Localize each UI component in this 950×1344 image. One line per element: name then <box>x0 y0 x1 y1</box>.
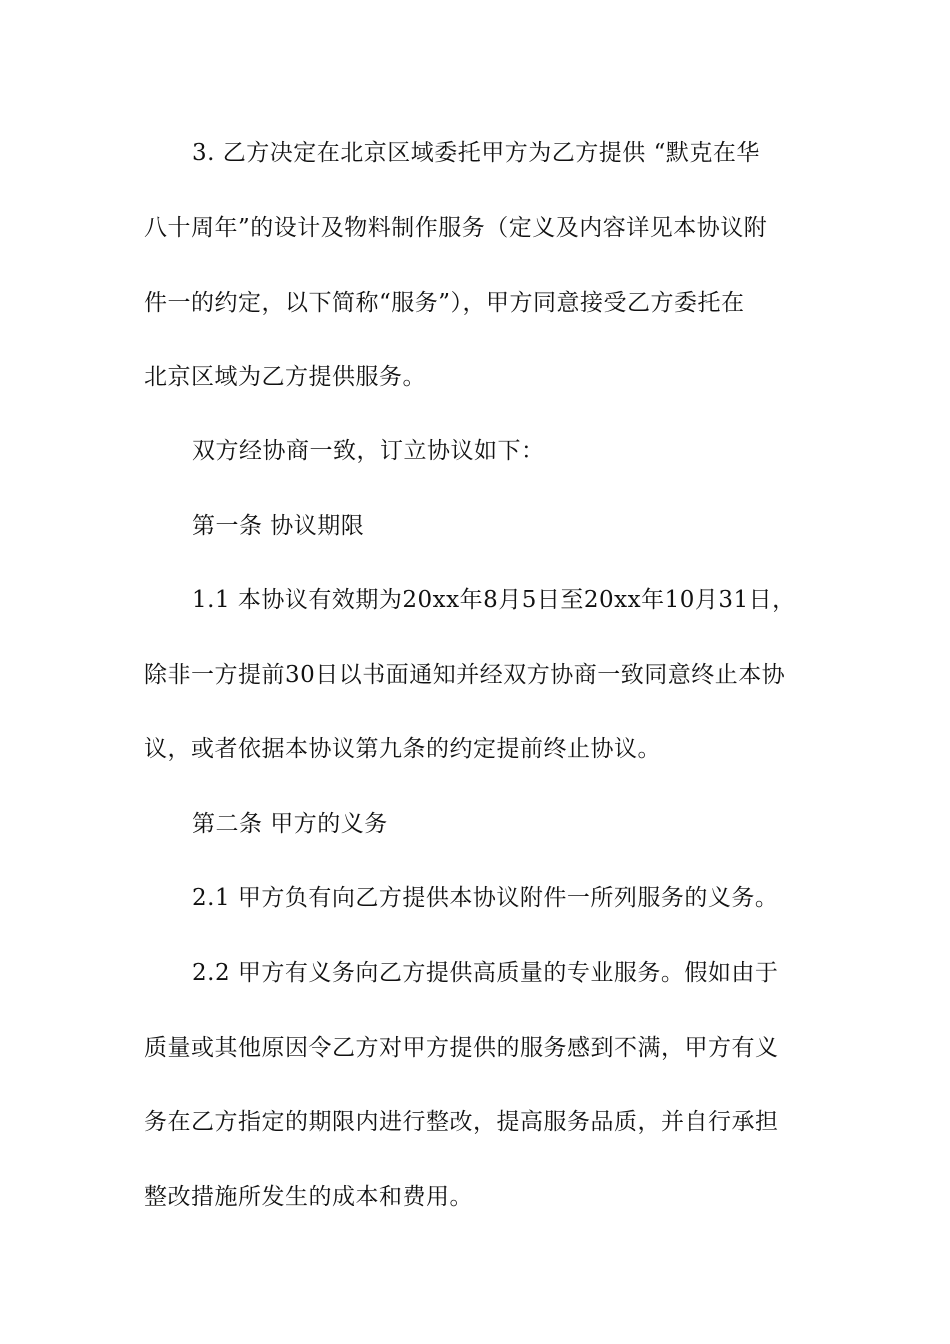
paragraph-3-line-1: 3. 乙方决定在北京区域委托甲方为乙方提供 “默克在华 <box>192 140 760 166</box>
clause-2-2-line-3: 务在乙方指定的期限内进行整改，提高服务品质，并自行承担 <box>144 1109 779 1135</box>
paragraph-3-line-3: 件一的约定，以下简称“服务”），甲方同意接受乙方委托在 <box>144 290 745 316</box>
paragraph-3-line-4: 北京区域为乙方提供服务。 <box>144 364 426 390</box>
clause-1-1-line-1: 1.1 本协议有效期为20xx年8月5日至20xx年10月31日， <box>192 587 796 613</box>
clause-2-2-line-2: 质量或其他原因令乙方对甲方提供的服务感到不满，甲方有义 <box>144 1035 779 1061</box>
paragraph-3-line-2: 八十周年”的设计及物料制作服务（定义及内容详见本协议附 <box>144 215 768 241</box>
clause-1-1-line-3: 议，或者依据本协议第九条的约定提前终止协议。 <box>144 736 661 762</box>
clause-2-1: 2.1 甲方负有向乙方提供本协议附件一所列服务的义务。 <box>192 885 779 911</box>
clause-1-1-line-2: 除非一方提前30日以书面通知并经双方协商一致同意终止本协 <box>144 662 786 688</box>
clause-2-2-line-4: 整改措施所发生的成本和费用。 <box>144 1184 473 1210</box>
agreement-intro: 双方经协商一致，订立协议如下： <box>192 438 545 464</box>
article-1-heading: 第一条 协议期限 <box>192 513 365 539</box>
article-2-heading: 第二条 甲方的义务 <box>192 811 388 837</box>
clause-2-2-line-1: 2.2 甲方有义务向乙方提供高质量的专业服务。假如由于 <box>192 960 779 986</box>
